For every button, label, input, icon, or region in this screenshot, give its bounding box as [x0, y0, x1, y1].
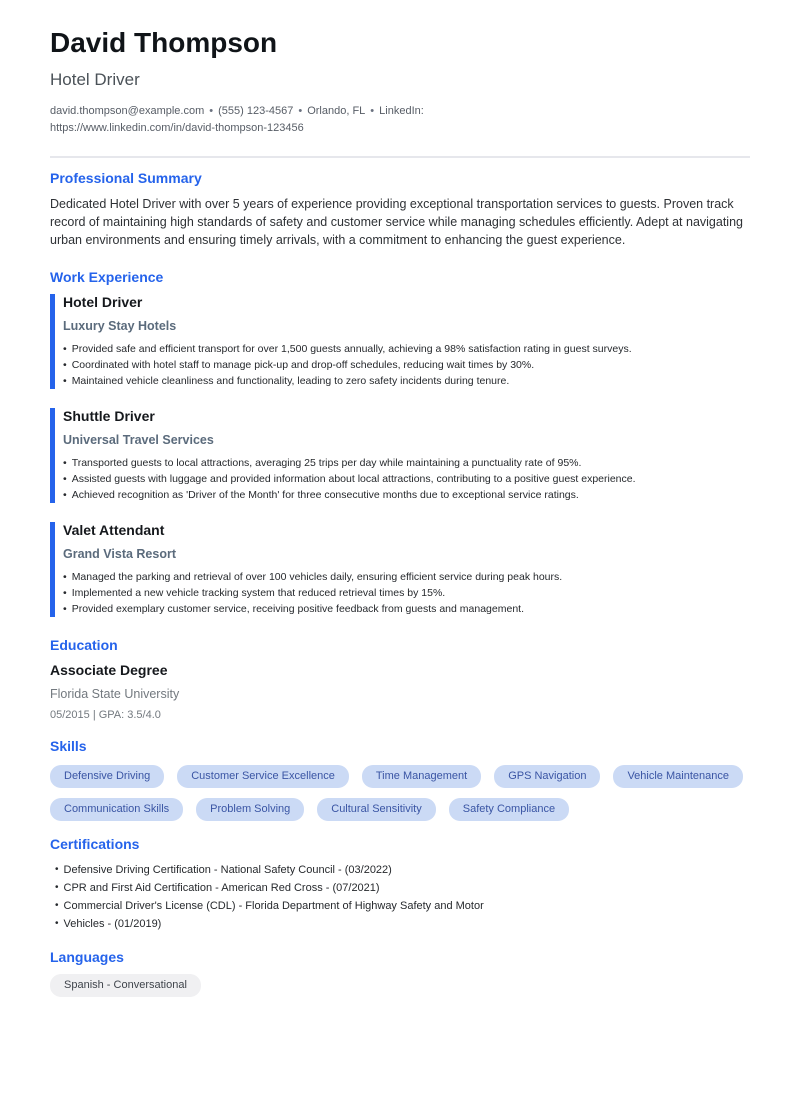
education-degree: Associate Degree	[50, 661, 168, 678]
section-skills	[50, 738, 750, 821]
job-bullet-text: Implemented a new vehicle tracking system that reduced retrieval times by 15%.	[71, 586, 446, 599]
job-bullet-list	[63, 341, 750, 389]
header-divider	[50, 156, 750, 158]
skill-pill: Communication Skills	[50, 798, 183, 821]
bullet-icon: •	[55, 899, 59, 911]
job-bullet-text: Coordinated with hotel staff to manage pick-up and drop-off schedules, reducing wait times by 30%.	[71, 358, 535, 371]
contact-linkedin-label: LinkedIn:	[379, 104, 424, 117]
job-bullet	[63, 487, 750, 503]
job-bullet-text: Transported guests to local attractions, averaging 25 trips per day while maintaining a punctuality rate of 95%.	[71, 456, 582, 469]
bullet-icon: •	[63, 358, 67, 371]
job-title: Shuttle Driver	[63, 407, 155, 424]
section-languages	[50, 949, 750, 997]
bullet-icon: •	[63, 456, 67, 469]
contact-separator: •	[370, 104, 375, 117]
job-entry	[50, 408, 750, 503]
skill-pill: Safety Compliance	[449, 798, 569, 821]
education-date-gpa: 05/2015 | GPA: 3.5/4.0	[50, 708, 161, 721]
certification-item	[50, 861, 750, 879]
bullet-icon: •	[63, 570, 67, 583]
job-bullet-text: Achieved recognition as 'Driver of the Month' for three consecutive months due to exceptional service ratings.	[71, 488, 579, 501]
bullet-icon: •	[63, 374, 67, 387]
job-bullet	[63, 569, 750, 585]
job-company: Luxury Stay Hotels	[63, 318, 177, 333]
certification-text: CPR and First Aid Certification - American Red Cross - (07/2021)	[63, 881, 380, 894]
job-entry	[50, 522, 750, 617]
job-bullet-list	[63, 569, 750, 617]
bullet-icon: •	[63, 586, 67, 599]
certification-item	[50, 879, 750, 897]
job-bullet	[63, 455, 750, 471]
bullet-icon: •	[63, 602, 67, 615]
job-bullet-text: Managed the parking and retrieval of over 100 vehicles daily, ensuring efficient service during peak hours.	[71, 570, 563, 583]
languages-heading: Languages	[50, 948, 124, 965]
bullet-icon: •	[63, 472, 67, 485]
resume-header	[50, 28, 750, 158]
summary-heading: Professional Summary	[50, 169, 202, 186]
skill-pill: Cultural Sensitivity	[317, 798, 435, 821]
job-bullet	[63, 373, 750, 389]
bullet-icon: •	[55, 917, 59, 929]
job-bullet-text: Maintained vehicle cleanliness and functionality, leading to zero safety incidents during tenure.	[71, 374, 510, 387]
skills-heading: Skills	[50, 737, 87, 754]
bullet-icon: •	[63, 488, 67, 501]
job-bullet-text: Provided exemplary customer service, receiving positive feedback from guests and management.	[71, 602, 524, 615]
job-bullet	[63, 341, 750, 357]
education-heading: Education	[50, 636, 118, 653]
certification-list	[50, 861, 750, 933]
job-entry	[50, 294, 750, 389]
education-school: Florida State University	[50, 686, 180, 701]
bullet-icon: •	[63, 342, 67, 355]
skill-pill: Defensive Driving	[50, 765, 164, 788]
contact-separator: •	[298, 104, 303, 117]
job-bullet	[63, 585, 750, 601]
job-company: Universal Travel Services	[63, 432, 214, 447]
certification-text: Defensive Driving Certification - National Safety Council - (03/2022)	[63, 863, 392, 876]
bullet-icon: •	[55, 881, 59, 893]
contact-phone: (555) 123-4567	[218, 104, 294, 117]
certification-item	[50, 897, 750, 915]
contact-location: Orlando, FL	[307, 104, 366, 117]
skill-pill: Vehicle Maintenance	[613, 765, 743, 788]
contact-linkedin-url: https://www.linkedin.com/in/david-thompson-123456	[50, 121, 304, 134]
certification-item	[50, 915, 750, 933]
summary-text: Dedicated Hotel Driver with over 5 years of experience providing exceptional transportation services to guests. Proven track record of maintaining high standards of safety and customer service while managing schedules efficiently. Adept at navigating urban environments and ensuring timely arrivals, with a commitment to enhancing the guest experience.	[50, 196, 743, 247]
skill-pill: Customer Service Excellence	[177, 765, 349, 788]
job-bullet	[63, 357, 750, 373]
work-heading: Work Experience	[50, 268, 164, 285]
section-education	[50, 637, 750, 721]
skill-pill: GPS Navigation	[494, 765, 600, 788]
section-professional-summary	[50, 170, 750, 249]
contact-email: david.thompson@example.com	[50, 104, 205, 117]
job-bullet	[63, 601, 750, 617]
section-certifications	[50, 836, 750, 933]
contact-info	[50, 103, 750, 137]
candidate-job-title: Hotel Driver	[50, 69, 140, 89]
job-bullet-text: Assisted guests with luggage and provided information about local attractions, contributing to a positive guest experience.	[71, 472, 636, 485]
skills-pill-list	[50, 765, 750, 821]
contact-separator: •	[209, 104, 214, 117]
job-title: Valet Attendant	[63, 521, 165, 538]
certifications-heading: Certifications	[50, 835, 140, 852]
job-bullet	[63, 471, 750, 487]
job-bullet-text: Provided safe and efficient transport for over 1,500 guests annually, achieving a 98% satisfaction rating in guest surveys.	[71, 342, 632, 355]
job-title: Hotel Driver	[63, 293, 143, 310]
bullet-icon: •	[55, 863, 59, 875]
certification-text: Commercial Driver's License (CDL) - Florida Department of Highway Safety and Motor	[63, 899, 484, 912]
certification-text: Vehicles - (01/2019)	[63, 917, 162, 930]
candidate-name: David Thompson	[50, 27, 278, 58]
skill-pill: Problem Solving	[196, 798, 304, 821]
language-pill: Spanish - Conversational	[50, 974, 201, 997]
job-company: Grand Vista Resort	[63, 546, 177, 561]
skill-pill: Time Management	[362, 765, 481, 788]
section-work-experience	[50, 269, 750, 617]
job-bullet-list	[63, 455, 750, 503]
